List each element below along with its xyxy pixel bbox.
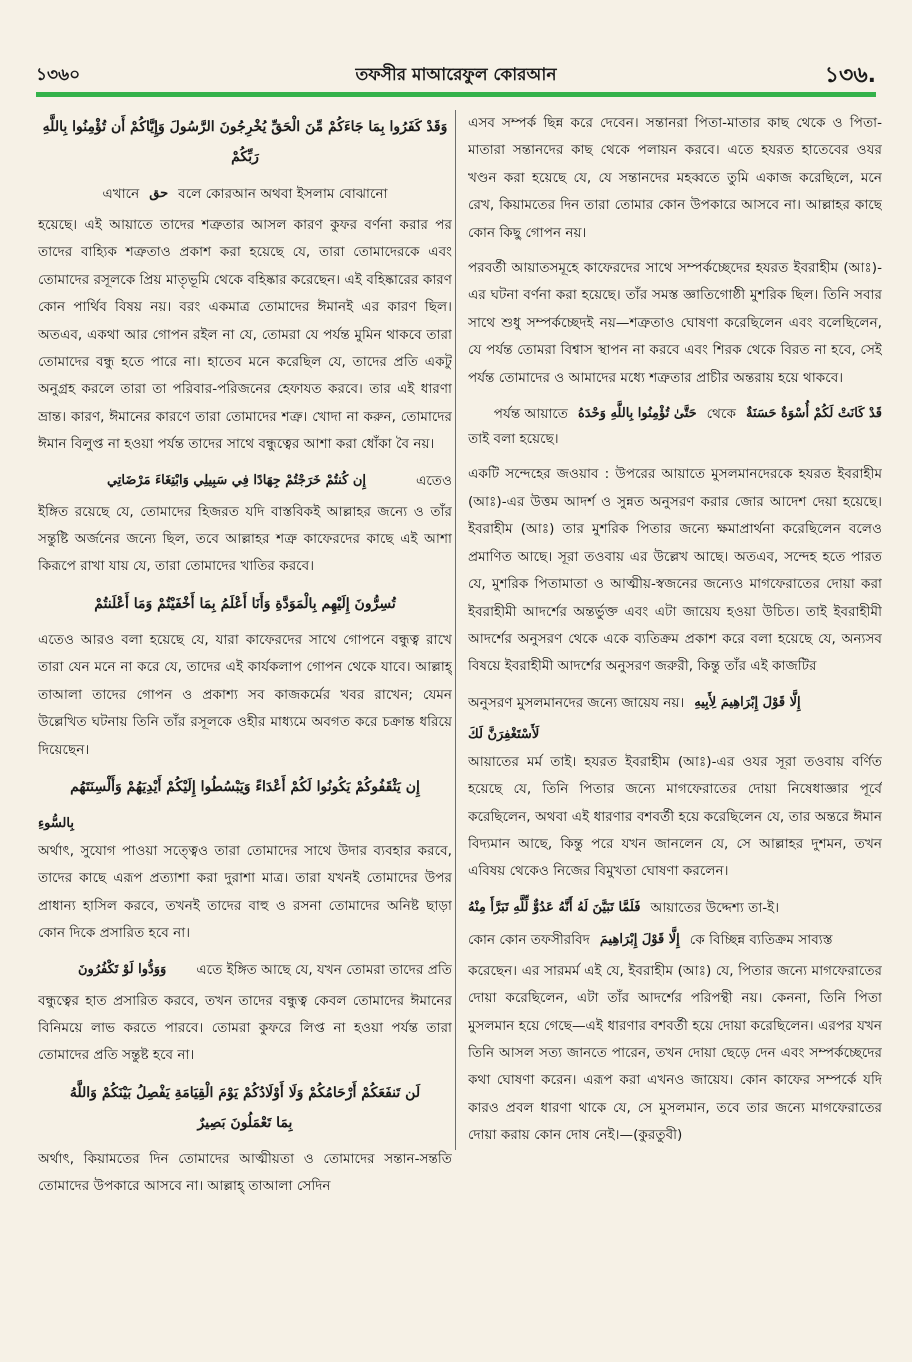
arabic-verse: إِلَّا قَوْلَ إِبْرَاهِيمَ [599, 931, 680, 947]
inline-line [468, 689, 882, 717]
paragraph: হয়েছে। এই আয়াতে তাদের শত্রুতার আসল কারণ কুফর বর্ণনা করার পর তাদের বাহ্যিক শত্রুতাও প্রকাশ করা হয়েছে যে, তারা তোমাদেরকে এবং তোমাদের রসূলকে প্রিয় মাতৃভূমি থেকে বহিষ্কার করেছেন। এই বহিষ্কারের কারণ কোন পার্থিব বিষয় নয়। বরং একমাত্র তোমাদের ঈমানই এর কারণ ছিল। অতএব, একথা আর গোপন রইল না যে, তোমরা যে পর্যন্ত মুমিন থাকবে তারা তোমাদের বন্ধু হতে পারে না। হাতেব মনে করেছিল যে, তাদের প্রতি একটু অনুগ্রহ করলে তারা তা পরিবার-পরিজনের হেফাযত করবে। তার এই ধারণা ভ্রান্ত। কারণ, ঈমানের কারণে তারা তোমাদের শত্রু। খোদা না করুন, তোমাদের ঈমান বিলুপ্ত না হওয়া পর্যন্ত তাদের সাথে বন্ধুত্বের আশা করা ধোঁকা বৈ নয়। [38, 217, 452, 453]
paragraph: তাই বলা হয়েছে। [468, 431, 559, 448]
arabic-verse: حَتَّىٰ تُؤْمِنُوا بِاللَّهِ وَحْدَهُ [577, 406, 697, 422]
inline-line [468, 721, 882, 749]
inline-line [38, 956, 452, 984]
text-fragment: এতে ইঙ্গিত আছে যে, যখন তোমরা তাদের প্রতি [196, 961, 452, 978]
text-fragment: এতেও [415, 472, 452, 489]
page-number-bengali: ১৩৬০ [36, 65, 81, 85]
text-fragment: বলে কোরআন অথবা ইসলাম বোঝানো [178, 186, 388, 202]
inline-line [468, 926, 882, 954]
text-fragment: থেকে [706, 406, 736, 423]
arabic-verse: لَن تَنفَعَكُمْ أَرْحَامُكُمْ وَلَا أَوْلَادُكُمْ يَوْمَ الْقِيَامَةِ يَفْصِلُ بَيْنَكُمْ وَاللَّهُ [69, 1084, 421, 1101]
page-number-arabic: ১৩৬. [824, 63, 876, 88]
left-column [38, 110, 452, 1290]
paragraph: করেছেন। এর সারমর্ম এই যে, ইবরাহীম (আঃ) যে, পিতার জন্যে মাগফেরাতের দোয়া করেছিলেন, এটা তাঁর আদর্শের পরিপন্থী নয়। কেননা, তিনি পিতা মুসলমান হয়ে গেছে—এই ধারণার বশবর্তী হয়ে দোয়া করেছিলেন। এরপর যখন তিনি আসল সত্য জানতে পারেন, তখন দোয়া ছেড়ে দেন এবং সম্পর্কচ্ছেদের কথা ঘোষণা করেন। এরূপ করা এখনও জায়েয। কোন কাফের সম্পর্কে যদি কারও প্রবল ধারণা থাকে যে, সে মুসলমান, তবে তার জন্যে মাগফেরাতের দোয়া করায় কোন দোষ নেই।—(কুরতুবী) [468, 962, 882, 1144]
paragraph: একটি সন্দেহের জওয়াব : উপরের আয়াতে মুসলমানদেরকে হযরত ইবরাহীম (আঃ)-এর উত্তম আদর্শ ও সুন্নত অনুসরণ করার জোর আদেশ দেয়া হয়েছে। ইবরাহীম (আঃ) তার মুশরিক পিতার জন্যে ক্ষমাপ্রার্থনা করেছিলেন বলেও প্রমাণিত আছে। সূরা তওবায় এর উল্লেখ আছে। অতএব, সন্দেহ হতে পারত যে, মুশরিক পিতামাতা ও আত্মীয়-স্বজনের জন্যেও মাগফেরাতের দোয়া করা ইবরাহীমী আদর্শের অন্তর্ভুক্ত এবং এটা জায়েয হওয়া উচিত। তাই ইবরাহীমী আদর্শের অনুসরণ থেকে একে ব্যতিক্রম প্রকাশ করে বলা হয়েছে যে, অন্যসব বিষয়ে ইবরাহীমী আদর্শের অনুসরণ জরুরী, কিন্তু তাঁর এই কাজটির [468, 466, 882, 675]
text-fragment: এখানে [102, 186, 140, 202]
paragraph: অর্থাৎ, সুযোগ পাওয়া সত্ত্বেও তারা তোমাদের সাথে উদার ব্যবহার করবে, তাদের কাছে এরূপ প্রত্যাশা করা দুরাশা মাত্র। তারা যখনই তোমাদের উপর প্রাধান্য হাসিল করবে, তখনই তাদের বাহু ও রসনা তোমাদের অনিষ্ট ছাড়া কোন দিকে প্রসারিত হবে না। [38, 842, 452, 942]
arabic-verse: إِلَّا قَوْلَ إِبْرَاهِيمَ لِأَبِيهِ [694, 694, 801, 710]
right-column [468, 110, 882, 1290]
paragraph: অর্থাৎ, কিয়ামতের দিন তোমাদের আত্মীয়তা ও তোমাদের সন্তান-সন্ততি তোমাদের উপকারে আসবে না। আল্লাহ্ তাআলা সেদিন [38, 1150, 452, 1195]
paragraph: এসব সম্পর্ক ছিন্ন করে দেবেন। সন্তানরা পিতা-মাতার কাছ থেকে ও পিতা-মাতারা সন্তানদের কাছ থেকে পলায়ন করবে। এতে হযরত হাতেবের ওযর খণ্ডন করা হয়েছে যে, যে সন্তানদের মহব্বতে তুমি একাজ করেছিলে, মনে রেখ, কিয়ামতের দিন তারা তোমার কোন উপকারে আসবে না। আল্লাহর কাছে কোন কিছু গোপন নয়। [468, 115, 882, 241]
arabic-word: بِالسُّوءِ [38, 815, 74, 831]
arabic-verse: إِن يَثْقَفُوكُمْ يَكُونُوا لَكُمْ أَعْدَاءً وَيَبْسُطُوا إِلَيْكُمْ أَيْدِيَهُمْ وَأَلْسِنَتَهُم [70, 778, 420, 795]
running-header [36, 58, 876, 88]
paragraph: আয়াতের মর্ম তাই। হযরত ইবরাহীম (আঃ)-এর ওযর সূরা তওবায় বর্ণিত হয়েছে যে, তিনি পিতার জন্যে মাগফেরাতের দোয়া নিষেধাজ্ঞার পূর্বে করেছিলেন, অথবা এই ধারণার বশবর্তী হয়ে করেছিলেন যে, তার অন্তরে ঈমান বিদ্যমান আছে, কিন্তু পরে যখন জানলেন যে, সে আল্লাহর দুশমন, তখন এবিষয় থেকেও নিজের বিমুখতা ঘোষণা করলেন। [468, 753, 882, 880]
inline-line [468, 894, 882, 922]
arabic-verse: لَأَسْتَغْفِرَنَّ لَكَ [468, 726, 540, 742]
inline-line [38, 810, 452, 838]
text-fragment: কোন কোন তফসীরবিদ [468, 931, 590, 948]
paragraph: বন্ধুত্বের হাত প্রসারিত করবে, তখন তাদের বন্ধুত্ব কেবল তোমাদের ঈমানের বিনিময়ে লাভ করতে পারবে। তোমরা কুফরে লিপ্ত না হওয়া পর্যন্ত তারা তোমাদের প্রতি সন্তুষ্ট হবে না। [38, 992, 452, 1064]
paragraph: এতেও আরও বলা হয়েছে যে, যারা কাফেরদের সাথে গোপনে বন্ধুত্ব রাখে তারা যেন মনে না করে যে, তাদের এই কার্যকলাপ গোপন থেকে যাবে। আল্লাহ্ তাআলা তাদের গোপন ও প্রকাশ্য সব কাজকর্মের খবর রাখেন; যেমন উল্লেখিত ঘটনায় তিনি তাঁর রসূলকে ওহীর মাধ্যমে অবগত করে চক্রান্ত ধরিয়ে দিয়েছেন। [38, 631, 452, 758]
text-fragment: আয়াতের উদ্দেশ্য তা-ই। [650, 899, 780, 916]
arabic-verse: فَلَمَّا تَبَيَّنَ لَهُ أَنَّهُ عَدُوٌّ لِّلَّهِ تَبَرَّأَ مِنْهُ [468, 899, 641, 915]
inline-line [38, 180, 452, 208]
column-divider [455, 110, 456, 1150]
header-rule [36, 92, 876, 97]
arabic-verse: تُسِرُّونَ إِلَيْهِم بِالْمَوَدَّةِ وَأَنَا أَعْلَمُ بِمَا أَخْفَيْتُمْ وَمَا أَعْلَنتُمْ [94, 595, 396, 612]
book-title: তফসীর মাআরেফুল কোরআন [355, 65, 557, 85]
arabic-verse: إِن كُنتُمْ خَرَجْتُمْ جِهَادًا فِي سَبِيلِي وَابْتِغَاءَ مَرْضَاتِي [106, 472, 366, 488]
arabic-verse: وَوَدُّوا لَوْ تَكْفُرُونَ [78, 961, 167, 977]
text-fragment: পর্যন্ত আয়াতে [493, 406, 568, 423]
arabic-verse: وَقَدْ كَفَرُوا بِمَا جَاءَكُمْ مِّنَ الْحَقِّ يُخْرِجُونَ الرَّسُولَ وَإِيَّاكُمْ أَن تُؤْمِنُوا بِاللَّهِ رَبِّكُمْ [42, 119, 448, 165]
arabic-verse: قَدْ كَانَتْ لَكُمْ أُسْوَةٌ حَسَنَةٌ [745, 406, 882, 422]
text-fragment: কে বিচ্ছিন্ন ব্যতিক্রম সাব্যস্ত [689, 931, 833, 948]
text-fragment: অনুসরণ মুসলমানদের জন্যে জায়েয নয়। [468, 694, 685, 711]
inline-line [468, 400, 882, 428]
inline-line [38, 467, 452, 495]
paragraph: পরবর্তী আয়াতসমূহে কাফেরদের সাথে সম্পর্কচ্ছেদের হযরত ইবরাহীম (আঃ)-এর ঘটনা বর্ণনা করা হয়েছে। তাঁর সমস্ত জ্ঞাতিগোষ্ঠী মুশরিক ছিল। তিনি সবার সাথে শুধু সম্পর্কচ্ছেদই নয়—শত্রুতাও ঘোষণা করেছিলেন এবং বলেছিলেন, যে পর্যন্ত তোমরা বিশ্বাস স্থাপন না করবে এবং শিরক থেকে বিরত না হবে, সেই পর্যন্ত তোমাদের ও আমাদের মধ্যে শত্রুতার প্রাচীর অন্তরায় হয়ে থাকবে। [468, 260, 882, 386]
paragraph: ইঙ্গিত রয়েছে যে, তোমাদের হিজরত যদি বাস্তবিকই আল্লাহর জন্যে ও তাঁর সন্তুষ্টি অর্জনের জন্যে ছিল, তবে আল্লাহর শত্রু কাফেরদের কাছে এই আশা কিরূপে রাখা যায় যে, তারা তোমাদের খাতির করবে। [38, 503, 452, 575]
arabic-verse: بِمَا تَعْمَلُونَ بَصِيرٌ [197, 1114, 293, 1131]
arabic-word: حق [149, 186, 169, 201]
